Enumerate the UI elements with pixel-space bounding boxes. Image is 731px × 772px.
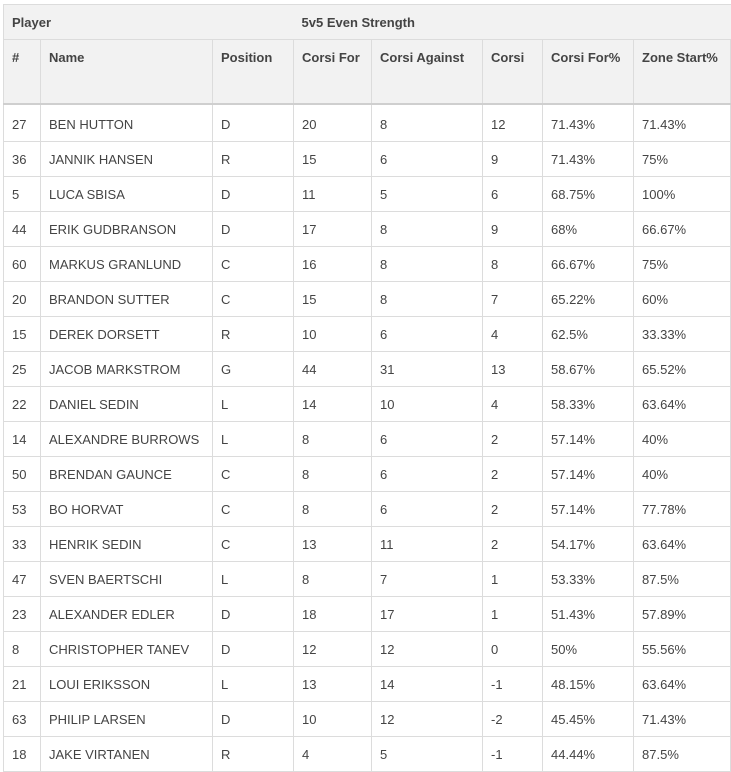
- cell-num: 50: [4, 457, 41, 492]
- cell-corsi-for: 15: [294, 142, 372, 177]
- cell-corsi-against: 5: [372, 737, 483, 772]
- cell-num: 63: [4, 702, 41, 737]
- table-row: [4, 597, 731, 632]
- cell-position: L: [213, 667, 294, 702]
- cell-position: D: [213, 597, 294, 632]
- cell-corsi: 4: [483, 317, 543, 352]
- cell-corsi-against: 8: [372, 212, 483, 247]
- cell-corsi: 4: [483, 387, 543, 422]
- cell-name: JANNIK HANSEN: [41, 142, 213, 177]
- cell-num: 15: [4, 317, 41, 352]
- column-header-corsi-for-pct[interactable]: Corsi For%: [543, 40, 634, 105]
- cell-corsi-for: 8: [294, 457, 372, 492]
- cell-name: BRANDON SUTTER: [41, 282, 213, 317]
- cell-corsi-against: 12: [372, 702, 483, 737]
- cell-corsi: -1: [483, 737, 543, 772]
- table-row: [4, 177, 731, 212]
- cell-name: DEREK DORSETT: [41, 317, 213, 352]
- cell-num: 20: [4, 282, 41, 317]
- cell-corsi-for-pct: 58.33%: [543, 387, 634, 422]
- cell-corsi-for: 17: [294, 212, 372, 247]
- cell-position: G: [213, 352, 294, 387]
- cell-num: 22: [4, 387, 41, 422]
- cell-corsi-against: 6: [372, 457, 483, 492]
- cell-corsi-for: 10: [294, 702, 372, 737]
- cell-zone-start-pct: 66.67%: [634, 212, 731, 247]
- cell-corsi: 2: [483, 492, 543, 527]
- cell-name: LUCA SBISA: [41, 177, 213, 212]
- column-header-row: [4, 40, 731, 105]
- table-row: [4, 632, 731, 667]
- cell-corsi: -2: [483, 702, 543, 737]
- cell-corsi-against: 8: [372, 282, 483, 317]
- cell-corsi-for-pct: 65.22%: [543, 282, 634, 317]
- cell-corsi: 2: [483, 527, 543, 562]
- cell-position: R: [213, 142, 294, 177]
- column-header-num[interactable]: #: [4, 40, 41, 105]
- group-header-strength: 5v5 Even Strength: [294, 5, 731, 40]
- cell-corsi-for-pct: 54.17%: [543, 527, 634, 562]
- table-row: [4, 667, 731, 702]
- table-row: [4, 457, 731, 492]
- table-row: [4, 212, 731, 247]
- cell-name: JACOB MARKSTROM: [41, 352, 213, 387]
- cell-corsi-for-pct: 57.14%: [543, 457, 634, 492]
- cell-corsi-against: 17: [372, 597, 483, 632]
- cell-name: CHRISTOPHER TANEV: [41, 632, 213, 667]
- cell-corsi-against: 6: [372, 422, 483, 457]
- cell-corsi: 7: [483, 282, 543, 317]
- cell-corsi-for: 8: [294, 562, 372, 597]
- cell-corsi-against: 5: [372, 177, 483, 212]
- cell-corsi-for-pct: 53.33%: [543, 562, 634, 597]
- cell-corsi-for-pct: 68%: [543, 212, 634, 247]
- cell-corsi-for-pct: 57.14%: [543, 492, 634, 527]
- cell-position: C: [213, 247, 294, 282]
- table-header: [4, 5, 731, 105]
- cell-corsi-against: 7: [372, 562, 483, 597]
- table-row: [4, 527, 731, 562]
- cell-position: D: [213, 702, 294, 737]
- cell-zone-start-pct: 63.64%: [634, 387, 731, 422]
- cell-zone-start-pct: 65.52%: [634, 352, 731, 387]
- cell-corsi-against: 31: [372, 352, 483, 387]
- table-row: [4, 142, 731, 177]
- cell-corsi-for-pct: 57.14%: [543, 422, 634, 457]
- cell-corsi-for: 16: [294, 247, 372, 282]
- cell-zone-start-pct: 71.43%: [634, 104, 731, 142]
- cell-corsi-for: 11: [294, 177, 372, 212]
- cell-position: C: [213, 457, 294, 492]
- cell-name: LOUI ERIKSSON: [41, 667, 213, 702]
- cell-zone-start-pct: 57.89%: [634, 597, 731, 632]
- cell-corsi: 13: [483, 352, 543, 387]
- cell-corsi-for-pct: 44.44%: [543, 737, 634, 772]
- cell-corsi-against: 8: [372, 247, 483, 282]
- column-header-corsi[interactable]: Corsi: [483, 40, 543, 105]
- cell-corsi-against: 10: [372, 387, 483, 422]
- cell-corsi: 1: [483, 562, 543, 597]
- cell-position: L: [213, 422, 294, 457]
- group-header-row: [4, 5, 731, 40]
- cell-position: R: [213, 317, 294, 352]
- table-row: [4, 317, 731, 352]
- cell-corsi-for-pct: 71.43%: [543, 104, 634, 142]
- cell-num: 36: [4, 142, 41, 177]
- table-row: [4, 387, 731, 422]
- cell-position: L: [213, 562, 294, 597]
- cell-num: 47: [4, 562, 41, 597]
- stats-table-container: [3, 4, 730, 772]
- cell-corsi-for-pct: 48.15%: [543, 667, 634, 702]
- cell-position: C: [213, 527, 294, 562]
- cell-name: BRENDAN GAUNCE: [41, 457, 213, 492]
- cell-corsi-against: 11: [372, 527, 483, 562]
- cell-num: 21: [4, 667, 41, 702]
- cell-name: BO HORVAT: [41, 492, 213, 527]
- cell-corsi-for: 20: [294, 104, 372, 142]
- cell-corsi-against: 12: [372, 632, 483, 667]
- corsi-stats-table: [3, 4, 731, 772]
- cell-num: 5: [4, 177, 41, 212]
- table-row: [4, 352, 731, 387]
- group-header-player: Player: [4, 5, 294, 40]
- cell-zone-start-pct: 55.56%: [634, 632, 731, 667]
- cell-corsi: 9: [483, 212, 543, 247]
- column-header-position[interactable]: Position: [213, 40, 294, 105]
- column-header-corsi-for[interactable]: Corsi For: [294, 40, 372, 105]
- cell-zone-start-pct: 60%: [634, 282, 731, 317]
- cell-corsi: 1: [483, 597, 543, 632]
- table-row: [4, 422, 731, 457]
- cell-zone-start-pct: 77.78%: [634, 492, 731, 527]
- cell-corsi-for: 44: [294, 352, 372, 387]
- cell-position: D: [213, 104, 294, 142]
- cell-corsi-for: 14: [294, 387, 372, 422]
- cell-corsi-against: 6: [372, 142, 483, 177]
- cell-zone-start-pct: 75%: [634, 142, 731, 177]
- cell-zone-start-pct: 87.5%: [634, 737, 731, 772]
- cell-corsi: 2: [483, 457, 543, 492]
- cell-name: PHILIP LARSEN: [41, 702, 213, 737]
- column-header-zone-start-pct[interactable]: Zone Start%: [634, 40, 731, 105]
- table-row: [4, 562, 731, 597]
- cell-num: 14: [4, 422, 41, 457]
- cell-position: D: [213, 212, 294, 247]
- cell-corsi-for-pct: 51.43%: [543, 597, 634, 632]
- cell-corsi-against: 6: [372, 492, 483, 527]
- cell-position: D: [213, 177, 294, 212]
- table-row: [4, 702, 731, 737]
- cell-corsi: 2: [483, 422, 543, 457]
- cell-corsi: 8: [483, 247, 543, 282]
- cell-zone-start-pct: 100%: [634, 177, 731, 212]
- cell-corsi-for: 10: [294, 317, 372, 352]
- cell-corsi-for-pct: 58.67%: [543, 352, 634, 387]
- cell-corsi-for: 4: [294, 737, 372, 772]
- cell-corsi: 6: [483, 177, 543, 212]
- cell-corsi-for-pct: 62.5%: [543, 317, 634, 352]
- cell-zone-start-pct: 87.5%: [634, 562, 731, 597]
- cell-corsi-for: 8: [294, 492, 372, 527]
- cell-zone-start-pct: 71.43%: [634, 702, 731, 737]
- cell-position: C: [213, 492, 294, 527]
- cell-name: SVEN BAERTSCHI: [41, 562, 213, 597]
- cell-name: ERIK GUDBRANSON: [41, 212, 213, 247]
- cell-name: ALEXANDER EDLER: [41, 597, 213, 632]
- cell-name: DANIEL SEDIN: [41, 387, 213, 422]
- cell-corsi-for-pct: 68.75%: [543, 177, 634, 212]
- column-header-corsi-against[interactable]: Corsi Against: [372, 40, 483, 105]
- cell-corsi-against: 14: [372, 667, 483, 702]
- cell-zone-start-pct: 75%: [634, 247, 731, 282]
- cell-corsi-against: 8: [372, 104, 483, 142]
- cell-zone-start-pct: 40%: [634, 457, 731, 492]
- cell-name: MARKUS GRANLUND: [41, 247, 213, 282]
- cell-zone-start-pct: 33.33%: [634, 317, 731, 352]
- cell-zone-start-pct: 40%: [634, 422, 731, 457]
- table-body: [4, 104, 731, 772]
- cell-corsi-for: 8: [294, 422, 372, 457]
- cell-corsi-for: 18: [294, 597, 372, 632]
- cell-corsi-for: 12: [294, 632, 372, 667]
- cell-zone-start-pct: 63.64%: [634, 667, 731, 702]
- cell-corsi-for-pct: 71.43%: [543, 142, 634, 177]
- cell-num: 33: [4, 527, 41, 562]
- cell-num: 25: [4, 352, 41, 387]
- cell-name: JAKE VIRTANEN: [41, 737, 213, 772]
- cell-position: L: [213, 387, 294, 422]
- cell-num: 23: [4, 597, 41, 632]
- cell-position: D: [213, 632, 294, 667]
- table-row: [4, 104, 731, 142]
- cell-corsi-for: 13: [294, 527, 372, 562]
- cell-zone-start-pct: 63.64%: [634, 527, 731, 562]
- cell-corsi-for-pct: 66.67%: [543, 247, 634, 282]
- cell-num: 8: [4, 632, 41, 667]
- cell-name: BEN HUTTON: [41, 104, 213, 142]
- cell-position: C: [213, 282, 294, 317]
- cell-num: 18: [4, 737, 41, 772]
- table-row: [4, 737, 731, 772]
- column-header-name[interactable]: Name: [41, 40, 213, 105]
- cell-name: HENRIK SEDIN: [41, 527, 213, 562]
- cell-corsi: 9: [483, 142, 543, 177]
- table-row: [4, 282, 731, 317]
- cell-corsi: 0: [483, 632, 543, 667]
- cell-position: R: [213, 737, 294, 772]
- cell-corsi-for-pct: 50%: [543, 632, 634, 667]
- cell-corsi-for-pct: 45.45%: [543, 702, 634, 737]
- cell-corsi-for: 13: [294, 667, 372, 702]
- cell-num: 53: [4, 492, 41, 527]
- cell-corsi-for: 15: [294, 282, 372, 317]
- cell-num: 60: [4, 247, 41, 282]
- cell-name: ALEXANDRE BURROWS: [41, 422, 213, 457]
- cell-num: 27: [4, 104, 41, 142]
- cell-num: 44: [4, 212, 41, 247]
- table-row: [4, 492, 731, 527]
- table-row: [4, 247, 731, 282]
- cell-corsi: -1: [483, 667, 543, 702]
- cell-corsi: 12: [483, 104, 543, 142]
- cell-corsi-against: 6: [372, 317, 483, 352]
